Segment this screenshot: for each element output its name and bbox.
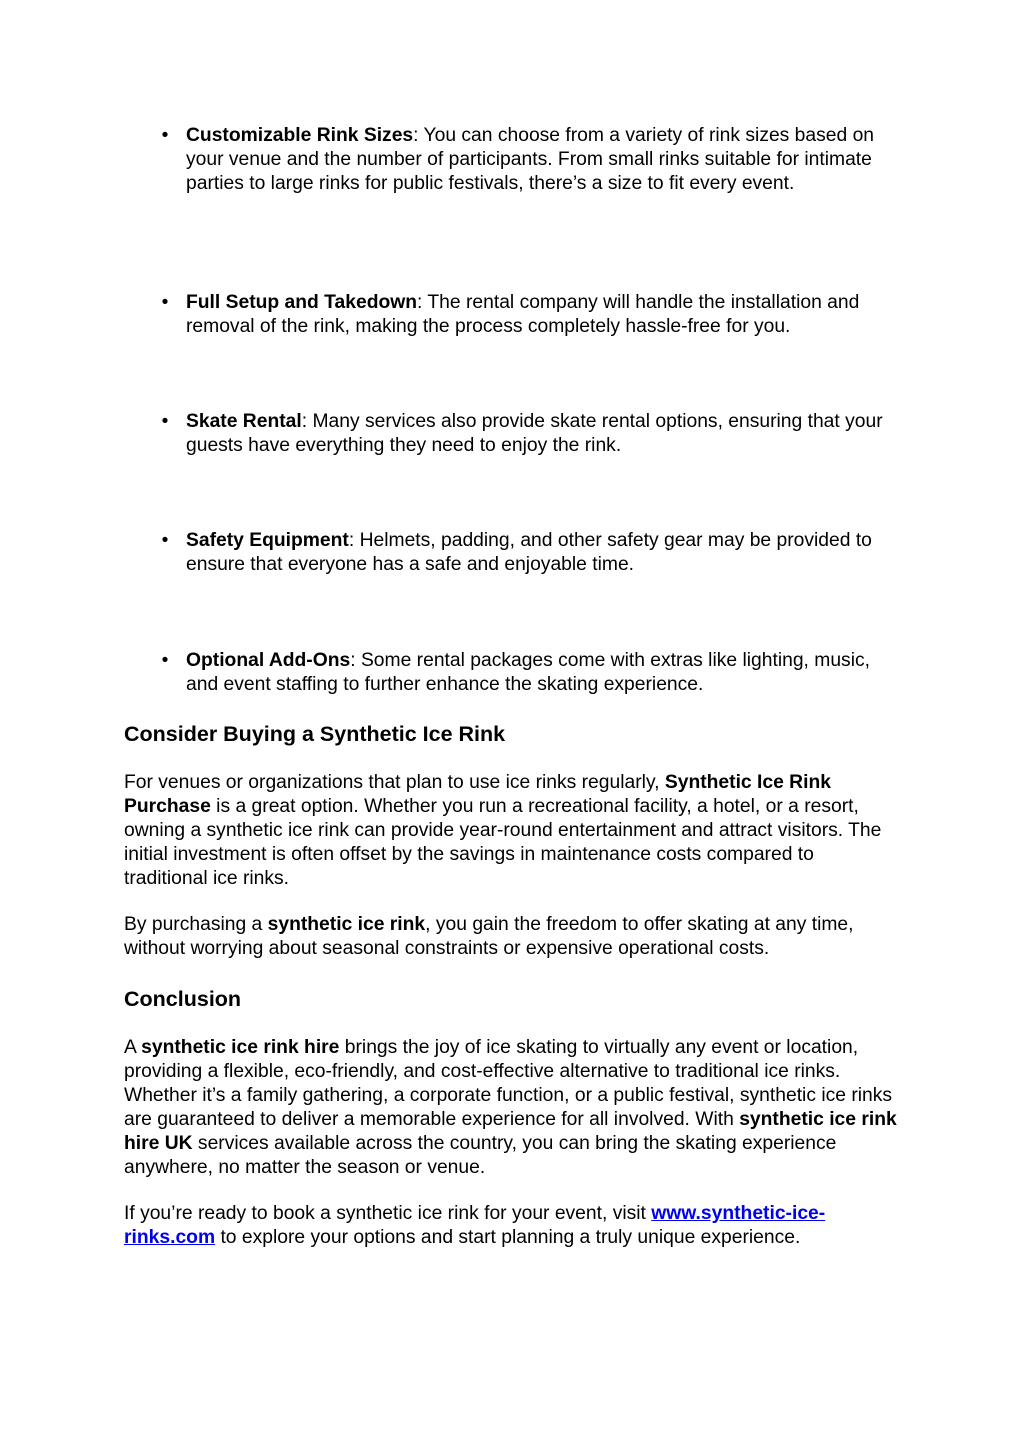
feature-text: : Many services also provide skate rental options, ensuring that your guests have everything they need to enjoy the rink. [186, 411, 883, 456]
emphasis-rink-hire: synthetic ice rink hire [141, 1037, 340, 1058]
feature-title: Optional Add-Ons [186, 650, 351, 671]
bullet-icon: • [161, 125, 169, 146]
feature-title: Skate Rental [186, 411, 302, 432]
feature-item-setup-takedown [161, 291, 900, 339]
feature-text: : Some rental packages come with extras like lighting, music, and event staffing to further enhance the skating experience. [186, 650, 870, 695]
feature-item-skate-rental [161, 410, 900, 458]
feature-text: : The rental company will handle the installation and removal of the rink, making the process completely hassle-free for you. [186, 292, 860, 337]
emphasis-rink-hire-uk: synthetic ice rink hire UK [124, 1109, 897, 1154]
buying-heading: Consider Buying a Synthetic Ice Rink [124, 722, 506, 746]
conclusion-paragraph-2: If you’re ready to book a synthetic ice rink for your event, visit www.synthetic-ice-rinks.com to explore your options and start planning a truly unique experience. [124, 1203, 826, 1248]
feature-title: Safety Equipment [186, 530, 349, 551]
feature-item-add-ons [161, 649, 900, 697]
conclusion-paragraph-1: A synthetic ice rink hire brings the joy of ice skating to virtually any event or location, providing a flexible, eco-friendly, and cost-effective alternative to traditional ice rinks. Whether it’s a family gathering, a corporate function, or a public festival, synthetic ice rinks are guaranteed to deliver a memorable experience for all involved. With synthetic ice rink hire UK services available across the country, you can bring the skating experience anywhere, no matter the season or venue. [124, 1037, 897, 1178]
feature-text: : You can choose from a variety of rink sizes based on your venue and the number of participants. From small rinks suitable for intimate parties to large rinks for public festivals, there’s a size to fit every event. [186, 125, 875, 194]
conclusion-heading: Conclusion [124, 987, 242, 1011]
bullet-icon: • [161, 650, 169, 671]
feature-item-rink-sizes [161, 124, 900, 196]
bullet-icon: • [161, 411, 169, 432]
feature-item-safety-equipment [161, 529, 900, 577]
emphasis-purchase: Synthetic Ice Rink Purchase [124, 772, 831, 817]
bullet-icon: • [161, 292, 169, 313]
bullet-icon: • [161, 530, 169, 551]
feature-title: Customizable Rink Sizes [186, 125, 414, 146]
website-link[interactable]: www.synthetic-ice-rinks.com [124, 1203, 826, 1248]
emphasis-synthetic-ice-rink: synthetic ice rink [267, 914, 426, 935]
feature-title: Full Setup and Takedown [186, 292, 418, 313]
feature-text: : Helmets, padding, and other safety gear may be provided to ensure that everyone has a safe and enjoyable time. [186, 530, 872, 575]
buying-paragraph-2: By purchasing a synthetic ice rink, you gain the freedom to offer skating at any time, without worrying about seasonal constraints or expensive operational costs. [124, 914, 854, 959]
buying-paragraph-1: For venues or organizations that plan to use ice rinks regularly, Synthetic Ice Rink Purchase is a great option. Whether you run a recreational facility, a hotel, or a resort, owning a synthetic ice rink can provide year-round entertainment and attract visitors. The initial investment is often offset by the savings in maintenance costs compared to traditional ice rinks. [124, 772, 882, 889]
